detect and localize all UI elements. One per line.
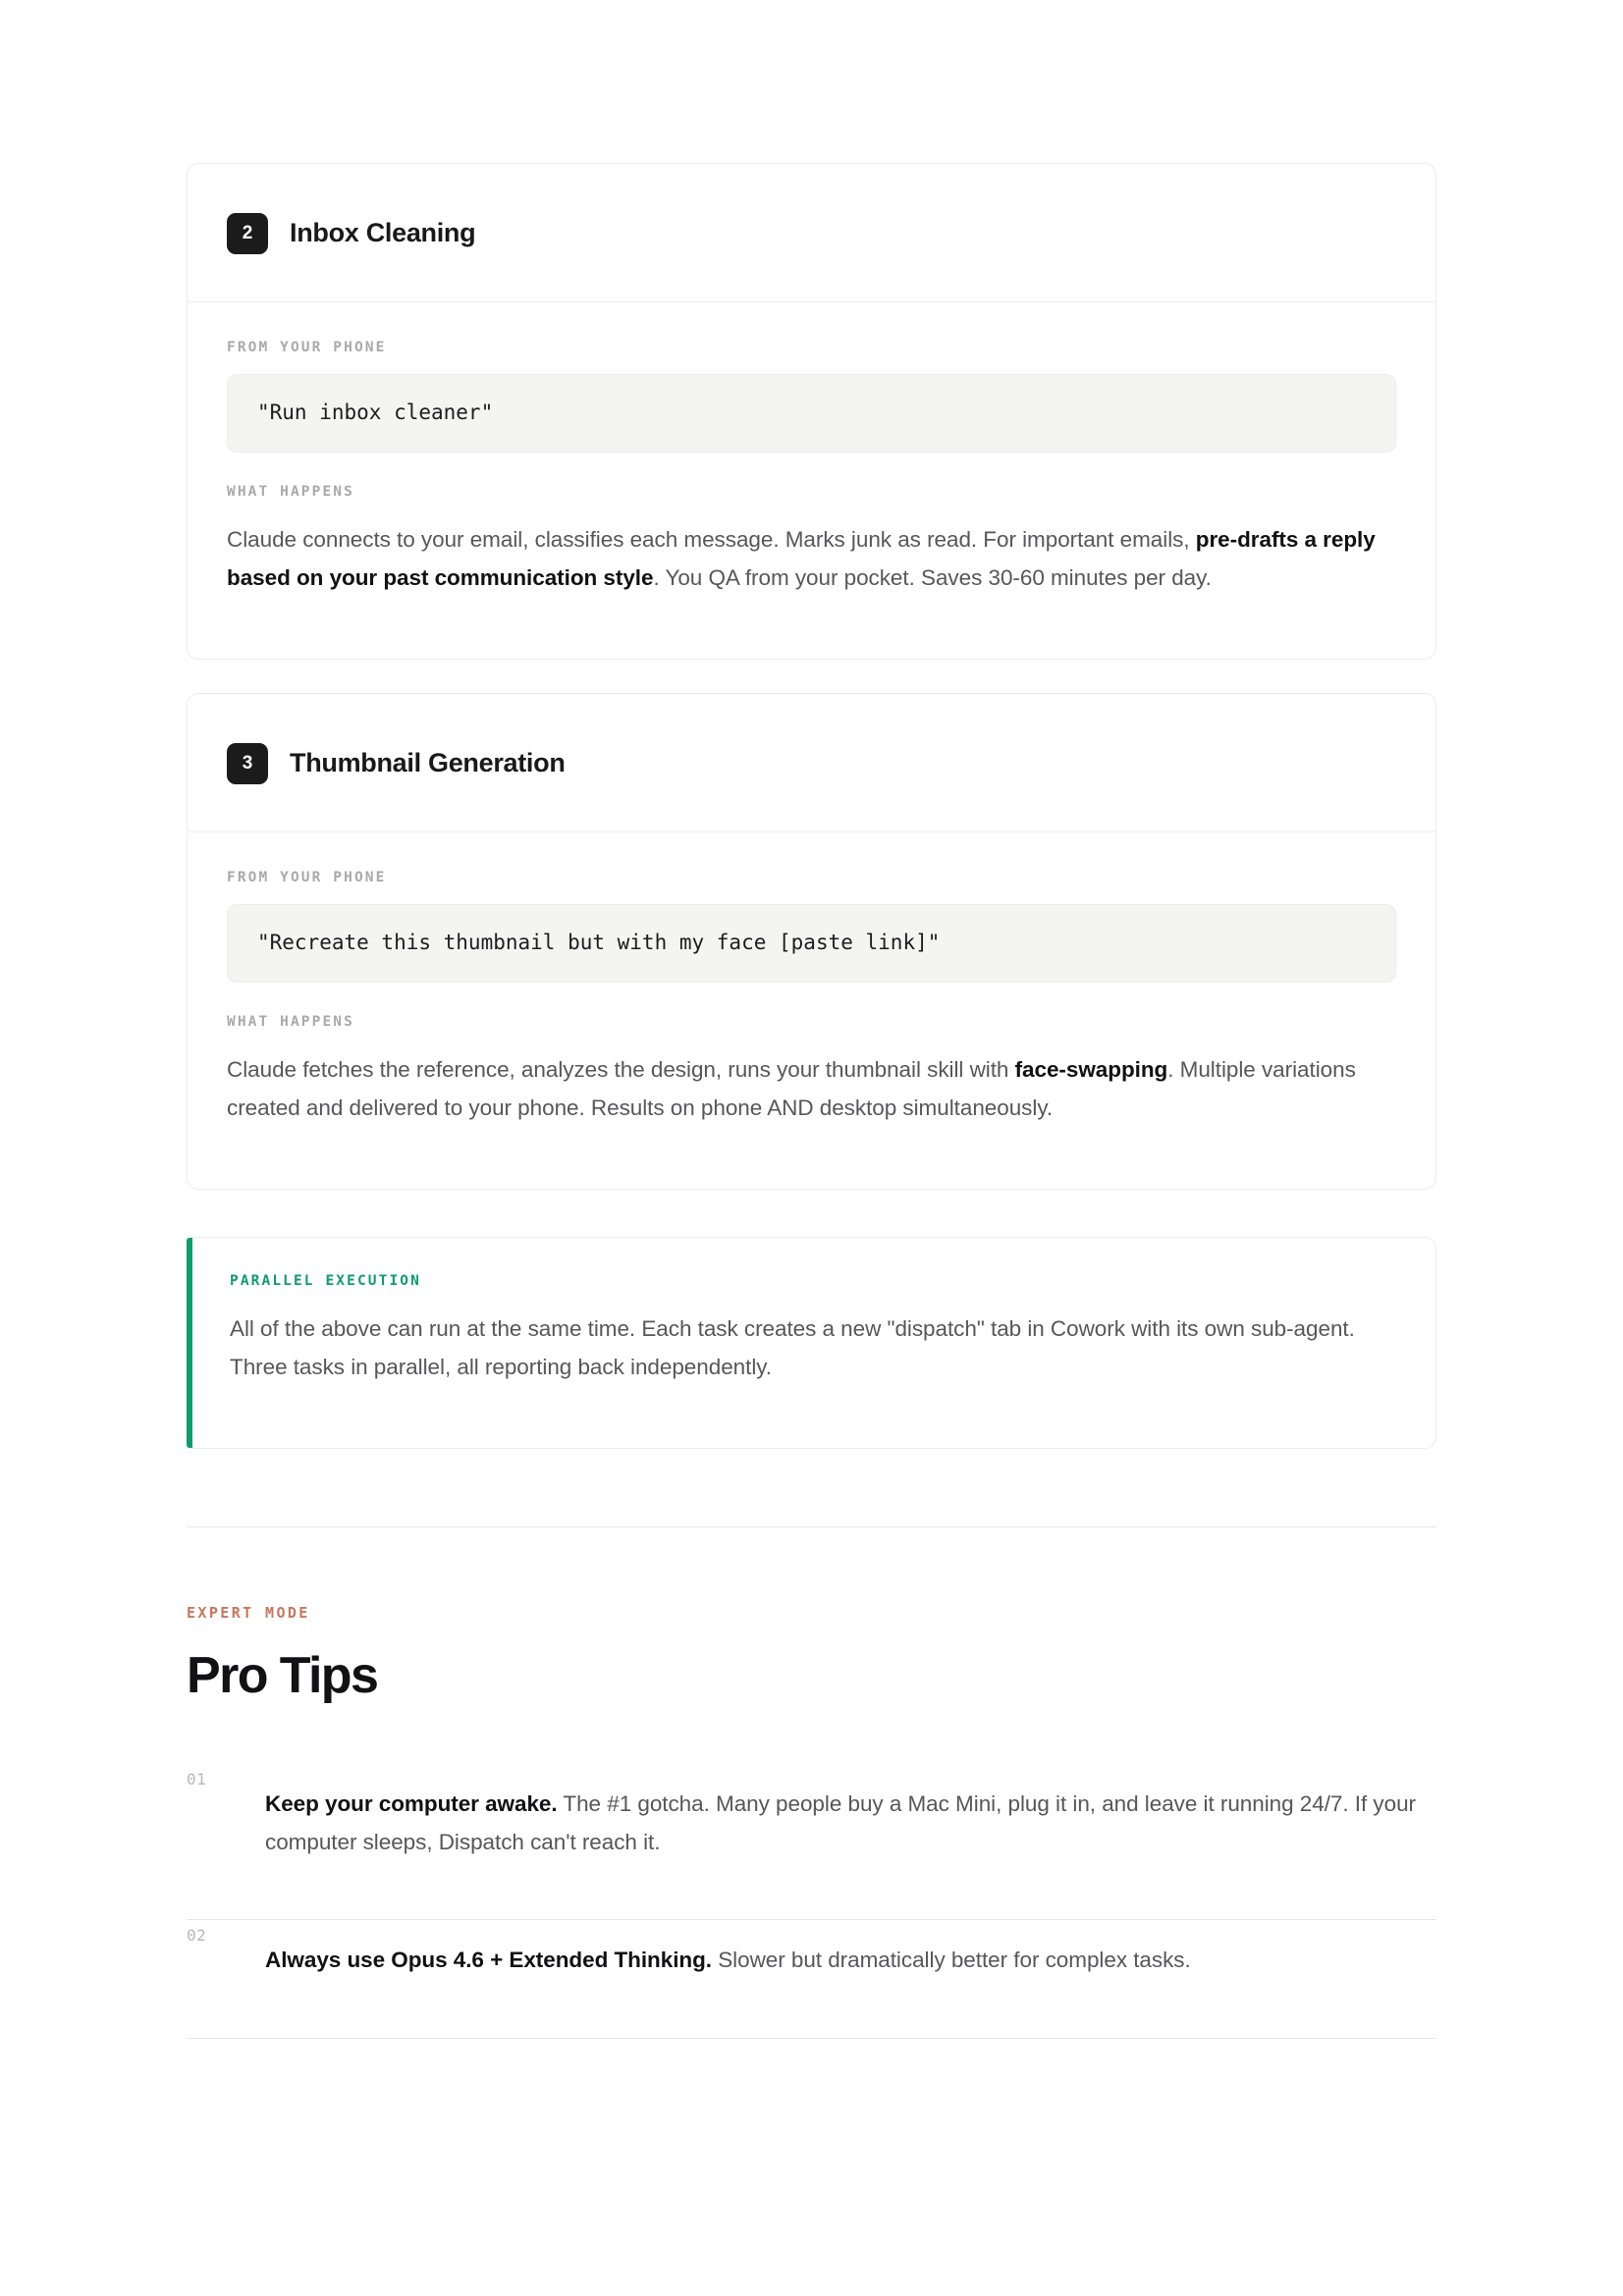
result-text: [227, 521, 1396, 597]
prompt-code-block: "Recreate this thumbnail but with my face [paste link]": [227, 904, 1396, 982]
result-text-before: Claude connects to your email, classifies each message. Marks junk as read. For important emails,: [227, 527, 1196, 553]
result-text-after: . You QA from your pocket. Saves 30-60 minutes per day.: [653, 564, 1212, 590]
result-text-emphasis: face-swapping: [1014, 1057, 1168, 1083]
tips-bottom-divider: [187, 2038, 1436, 2039]
tip-number: 02: [187, 1925, 207, 1945]
tip-text-rest: The #1 gotcha. Many people buy a Mac Mini, plug it in, and leave it running 24/7. If your computer sleeps, Dispatch can't reach it.: [265, 1791, 1416, 1854]
step-card-thumbnail-generation: [187, 693, 1436, 1190]
tip-text-emphasis: Always use Opus 4.6 + Extended Thinking.: [265, 1948, 712, 1973]
prompt-label: FROM YOUR PHONE: [227, 870, 387, 886]
step-card-inbox-cleaning: [187, 163, 1436, 660]
step-number-badge: 3: [227, 743, 268, 784]
prompt-code-block: "Run inbox cleaner": [227, 374, 1396, 452]
result-label: WHAT HAPPENS: [227, 483, 354, 500]
result-text-after: . Multiple variations created and delivered to your phone. Results on phone AND desktop simultaneously.: [227, 1057, 1356, 1120]
tip-text-rest: Slower but dramatically better for complex tasks.: [712, 1948, 1191, 1973]
result-text-emphasis: pre-drafts a reply based on your past communication style: [227, 527, 1376, 590]
page-title: Pro Tips: [187, 1647, 378, 1705]
tip-text-emphasis: Keep your computer awake.: [265, 1791, 558, 1817]
section-divider: [187, 1526, 1436, 1527]
card-body: [188, 832, 1435, 1189]
card-header: [188, 164, 1435, 302]
result-text-before: Claude fetches the reference, analyzes the design, runs your thumbnail skill with: [227, 1057, 1015, 1083]
callout-text: All of the above can run at the same time. Each task creates a new "dispatch" tab in Cowork with its own sub-agent. Three tasks in parallel, all reporting back independently.: [230, 1316, 1355, 1380]
result-text: [227, 1051, 1396, 1127]
list-item: [187, 1920, 1436, 2038]
tip-text: [265, 1786, 1436, 1861]
pro-tips-list: [187, 1764, 1436, 2039]
tip-number: 01: [187, 1769, 207, 1789]
prompt-label: FROM YOUR PHONE: [227, 340, 387, 356]
list-item: [187, 1764, 1436, 1919]
result-label: WHAT HAPPENS: [227, 1013, 354, 1030]
card-body: [188, 302, 1435, 659]
card-title: Inbox Cleaning: [290, 218, 476, 248]
parallel-execution-callout: [187, 1237, 1436, 1449]
callout-label: PARALLEL EXECUTION: [230, 1272, 421, 1289]
callout-accent-bar: [187, 1238, 192, 1448]
step-number-badge: 2: [227, 213, 268, 254]
card-title: Thumbnail Generation: [290, 748, 566, 778]
card-header: [188, 694, 1435, 832]
section-eyebrow: EXPERT MODE: [187, 1604, 310, 1623]
tip-text: [265, 1942, 1436, 1980]
